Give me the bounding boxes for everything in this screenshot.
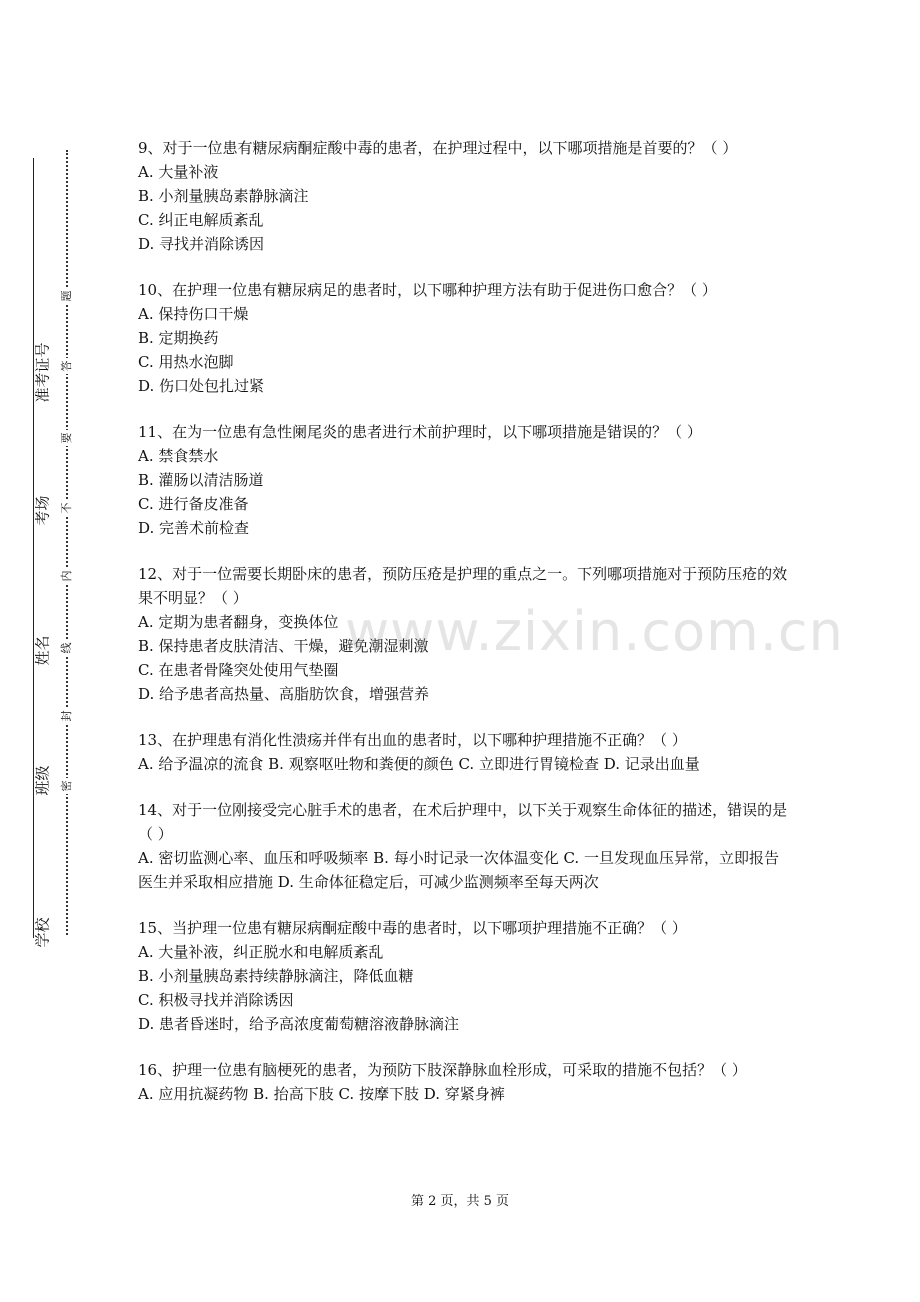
- binding-label-exam-number: 准考证号: [33, 342, 52, 403]
- seal-char: 内: [58, 568, 74, 584]
- question-stem: 9、对于一位患有糖尿病酮症酸中毒的患者，在护理过程中，以下哪项措施是首要的？（ ）: [138, 139, 738, 157]
- binding-label-exam-room: 考场: [33, 495, 52, 526]
- options-inline: A. 应用抗凝药物 B. 抬高下肢 C. 按摩下肢 D. 穿紧身裤: [138, 1085, 505, 1103]
- question-stem: 12、对于一位需要长期卧床的患者，预防压疮是护理的重点之一。下列哪项措施对于预防压疮的效果不明显？（ ）: [138, 565, 788, 607]
- question-15: [138, 916, 788, 1036]
- page-footer: 第 2 页，共 5 页: [410, 1194, 510, 1209]
- option-a: A. 定期为患者翻身，变换体位: [138, 613, 339, 631]
- option-a: A. 大量补液: [138, 163, 219, 181]
- option-c: C. 纠正电解质紊乱: [138, 211, 264, 229]
- watermark: www.zixin.com.cn: [345, 600, 844, 663]
- options-inline: A. 密切监测心率、血压和呼吸频率 B. 每小时记录一次体温变化 C. 一旦发现血压异常，立即报告医生并采取相应措施 D. 生命体征稳定后，可减少监测频率至每天两次: [138, 849, 779, 891]
- question-9: [138, 136, 788, 256]
- seal-char: 线: [58, 640, 74, 656]
- options-inline: A. 给予温凉的流食 B. 观察呕吐物和粪便的颜色 C. 立即进行胃镜检查 D. 记录出血量: [138, 755, 700, 773]
- question-stem: 10、在护理一位患有糖尿病足的患者时，以下哪种护理方法有助于促进伤口愈合？（ ）: [138, 281, 717, 299]
- question-16: [138, 1058, 788, 1106]
- binding-label-school: 学校: [33, 917, 52, 948]
- binding-label-class: 班级: [33, 765, 52, 796]
- seal-char: 密: [58, 778, 74, 794]
- option-b: B. 保持患者皮肤清洁、干燥，避免潮湿刺激: [138, 637, 429, 655]
- question-stem: 13、在护理患有消化性溃疡并伴有出血的患者时，以下哪种护理措施不正确？（ ）: [138, 731, 687, 749]
- question-10: [138, 278, 788, 398]
- question-stem: 14、对于一位刚接受完心脏手术的患者，在术后护理中，以下关于观察生命体征的描述，错误的是（ ）: [138, 801, 788, 843]
- question-11: [138, 420, 788, 540]
- option-d: D. 给予患者高热量、高脂肪饮食，增强营养: [138, 685, 430, 703]
- option-a: A. 保持伤口干燥: [138, 305, 249, 323]
- question-14: [138, 798, 788, 894]
- seal-char: 题: [58, 288, 74, 304]
- option-c: C. 进行备皮准备: [138, 495, 249, 513]
- option-b: B. 定期换药: [138, 329, 219, 347]
- question-stem: 16、护理一位患有脑梗死的患者，为预防下肢深静脉血栓形成，可采取的措施不包括？（ ）: [138, 1061, 747, 1079]
- option-b: B. 灌肠以清洁肠道: [138, 471, 264, 489]
- binding-underline: [33, 158, 34, 938]
- seal-dotted-line: [66, 150, 68, 935]
- option-d: D. 完善术前检查: [138, 519, 250, 537]
- option-d: D. 伤口处包扎过紧: [138, 377, 265, 395]
- option-c: C. 在患者骨隆突处使用气垫圈: [138, 661, 339, 679]
- option-d: D. 患者昏迷时，给予高浓度葡萄糖溶液静脉滴注: [138, 1015, 460, 1033]
- question-stem: 11、在为一位患有急性阑尾炎的患者进行术前护理时，以下哪项措施是错误的？（ ）: [138, 423, 702, 441]
- option-b: B. 小剂量胰岛素静脉滴注: [138, 187, 309, 205]
- option-a: A. 禁食禁水: [138, 447, 219, 465]
- binding-label-name: 姓名: [33, 635, 52, 666]
- binding-margin: [0, 140, 110, 960]
- question-stem: 15、当护理一位患有糖尿病酮症酸中毒的患者时，以下哪项护理措施不正确？（ ）: [138, 919, 687, 937]
- option-d: D. 寻找并消除诱因: [138, 235, 265, 253]
- option-c: C. 用热水泡脚: [138, 353, 234, 371]
- option-a: A. 大量补液，纠正脱水和电解质紊乱: [138, 943, 384, 961]
- option-b: B. 小剂量胰岛素持续静脉滴注，降低血糖: [138, 967, 414, 985]
- seal-char: 答: [58, 358, 74, 374]
- seal-char: 要: [58, 430, 74, 446]
- question-13: [138, 728, 788, 776]
- seal-char: 封: [58, 708, 74, 724]
- option-c: C. 积极寻找并消除诱因: [138, 991, 294, 1009]
- seal-char: 不: [58, 500, 74, 516]
